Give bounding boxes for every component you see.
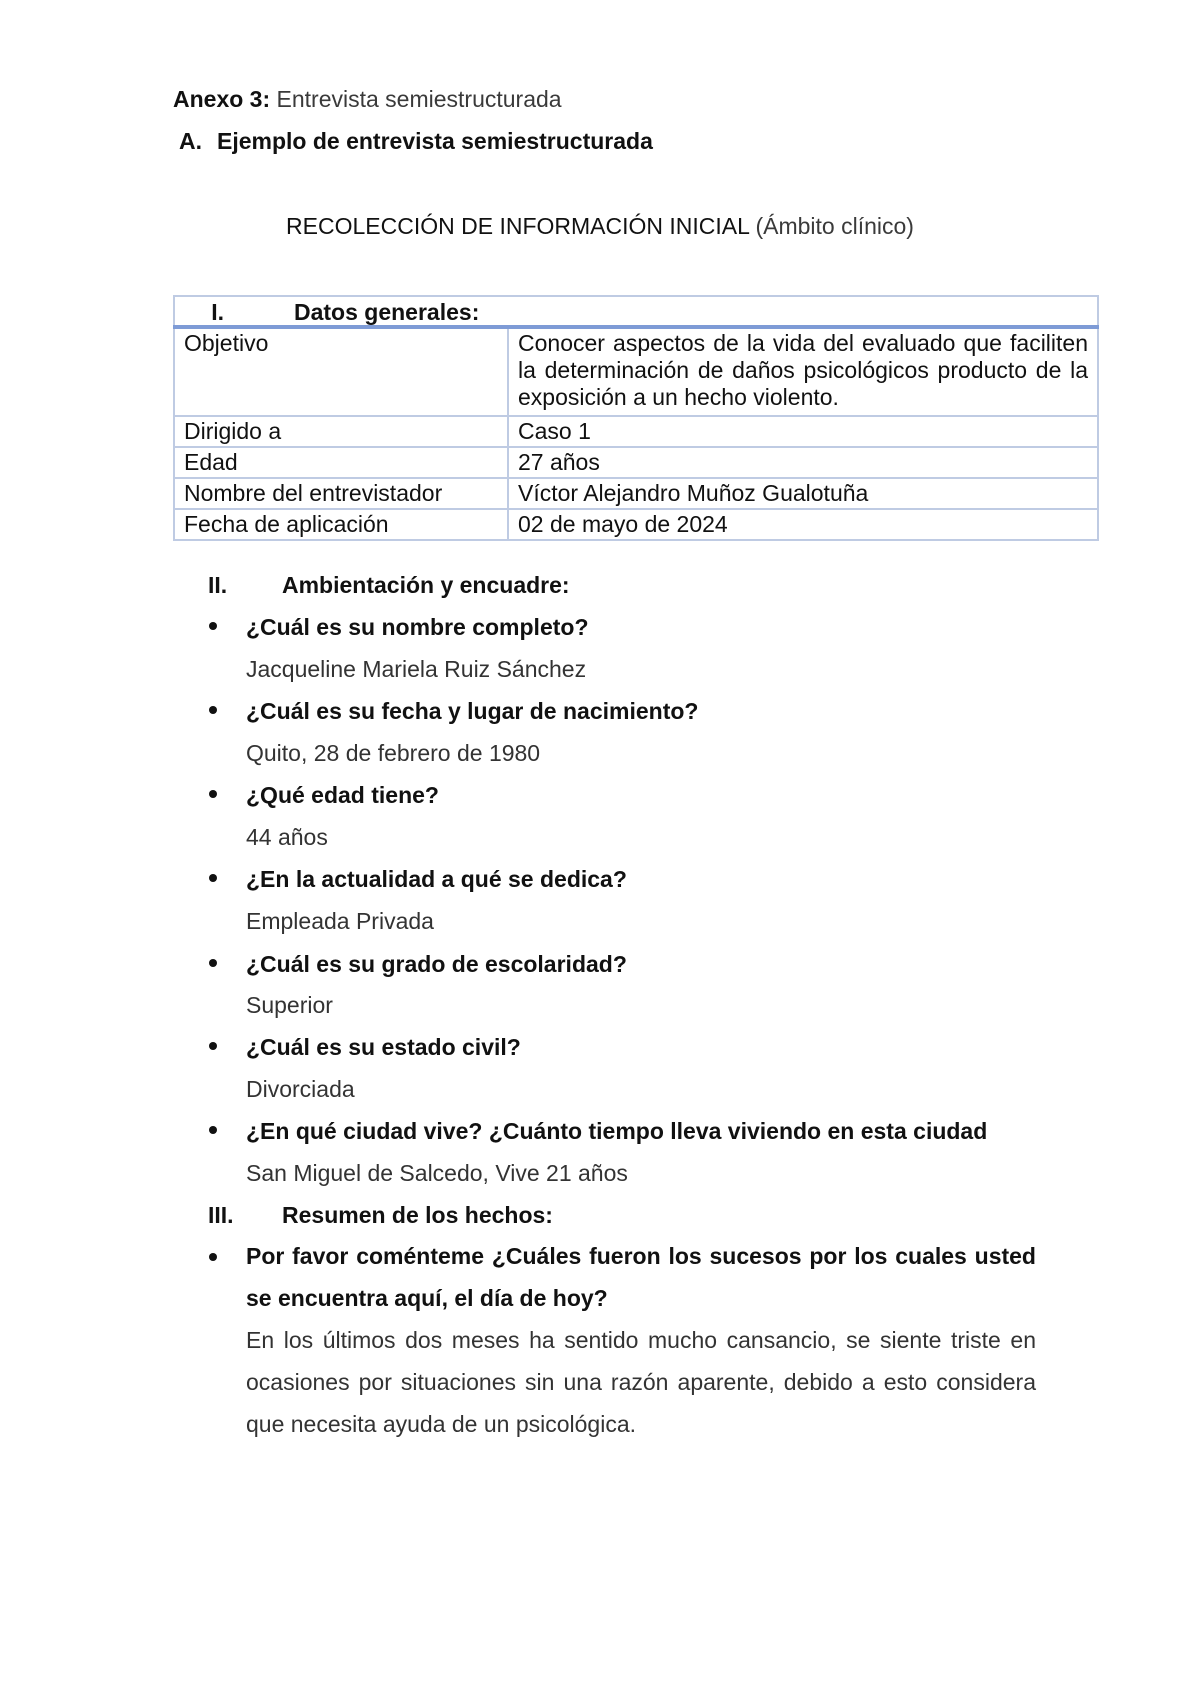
- annex-title: Entrevista semiestructurada: [276, 86, 562, 112]
- annex-heading: [173, 86, 562, 113]
- row-label: Nombre del entrevistador: [174, 478, 508, 509]
- question: ¿Cuál es su grado de escolaridad?: [246, 951, 627, 977]
- form-title: [0, 213, 1200, 240]
- form-title-main: RECOLECCIÓN DE INFORMACIÓN INICIAL: [286, 213, 750, 239]
- answer: Empleada Privada: [246, 908, 434, 934]
- answer: San Miguel de Salcedo, Vive 21 años: [246, 1160, 628, 1186]
- answer: Jacqueline Mariela Ruiz Sánchez: [246, 656, 587, 682]
- table-row: [174, 509, 1098, 540]
- question: ¿Cuál es su fecha y lugar de nacimiento?: [246, 698, 699, 724]
- annex-label: Anexo 3:: [173, 86, 271, 112]
- row-value: 02 de mayo de 2024: [508, 509, 1098, 540]
- row-label: Dirigido a: [174, 416, 508, 447]
- row-label: Objetivo: [174, 327, 508, 416]
- section-a-title: Ejemplo de entrevista semiestructurada: [217, 128, 653, 154]
- bullet-icon: [209, 1042, 217, 1050]
- question: ¿Qué edad tiene?: [246, 782, 439, 808]
- bullet-icon: [209, 1253, 217, 1261]
- section-2-number: II.: [208, 572, 228, 598]
- section-a-heading: [179, 128, 653, 155]
- bullet-icon: [209, 1126, 217, 1134]
- section-3-number: III.: [208, 1202, 234, 1228]
- section-3-title: Resumen de los hechos:: [282, 1202, 553, 1228]
- section-1-heading: [174, 296, 1098, 327]
- row-value: Conocer aspectos de la vida del evaluado que faciliten la determinación de daños psicológicos producto de la exposición a un hecho violento.: [508, 327, 1098, 416]
- row-value: Caso 1: [508, 416, 1098, 447]
- answer: Superior: [246, 992, 333, 1018]
- bullet-icon: [209, 874, 217, 882]
- bullet-icon: [209, 959, 217, 967]
- bullet-icon: [209, 622, 217, 630]
- section-1-title: Datos generales:: [294, 299, 480, 325]
- table-row: [174, 327, 1098, 416]
- question: ¿En qué ciudad vive? ¿Cuánto tiempo lleva viviendo en esta ciudad: [246, 1118, 988, 1144]
- table-row: [174, 416, 1098, 447]
- table-row: [174, 447, 1098, 478]
- row-label: Edad: [174, 447, 508, 478]
- answer: 44 años: [246, 824, 328, 850]
- question: ¿Cuál es su nombre completo?: [246, 614, 589, 640]
- section-3-heading: [208, 1202, 553, 1229]
- section-a-letter: A.: [179, 128, 202, 154]
- row-value: 27 años: [508, 447, 1098, 478]
- question: ¿Cuál es su estado civil?: [246, 1034, 521, 1060]
- row-label: Fecha de aplicación: [174, 509, 508, 540]
- general-data-table: [173, 295, 1099, 541]
- section-2-heading: [208, 572, 570, 599]
- answer: Divorciada: [246, 1076, 355, 1102]
- bullet-icon: [209, 790, 217, 798]
- table-header-row: [174, 296, 1098, 327]
- row-value: Víctor Alejandro Muñoz Gualotuña: [508, 478, 1098, 509]
- question: Por favor coménteme ¿Cuáles fueron los sucesos por los cuales usted se encuentra aquí, el día de hoy?: [246, 1243, 1036, 1311]
- question: ¿En la actualidad a qué se dedica?: [246, 866, 627, 892]
- answer: Quito, 28 de febrero de 1980: [246, 740, 541, 766]
- answer: En los últimos dos meses ha sentido mucho cansancio, se siente triste en ocasiones por situaciones sin una razón aparente, debido a esto considera que necesita ayuda de un psicológica.: [246, 1327, 1036, 1437]
- bullet-icon: [209, 706, 217, 714]
- section-2-title: Ambientación y encuadre:: [282, 572, 570, 598]
- form-title-scope: (Ámbito clínico): [755, 213, 914, 239]
- table-row: [174, 478, 1098, 509]
- section-1-number: I.: [211, 299, 224, 325]
